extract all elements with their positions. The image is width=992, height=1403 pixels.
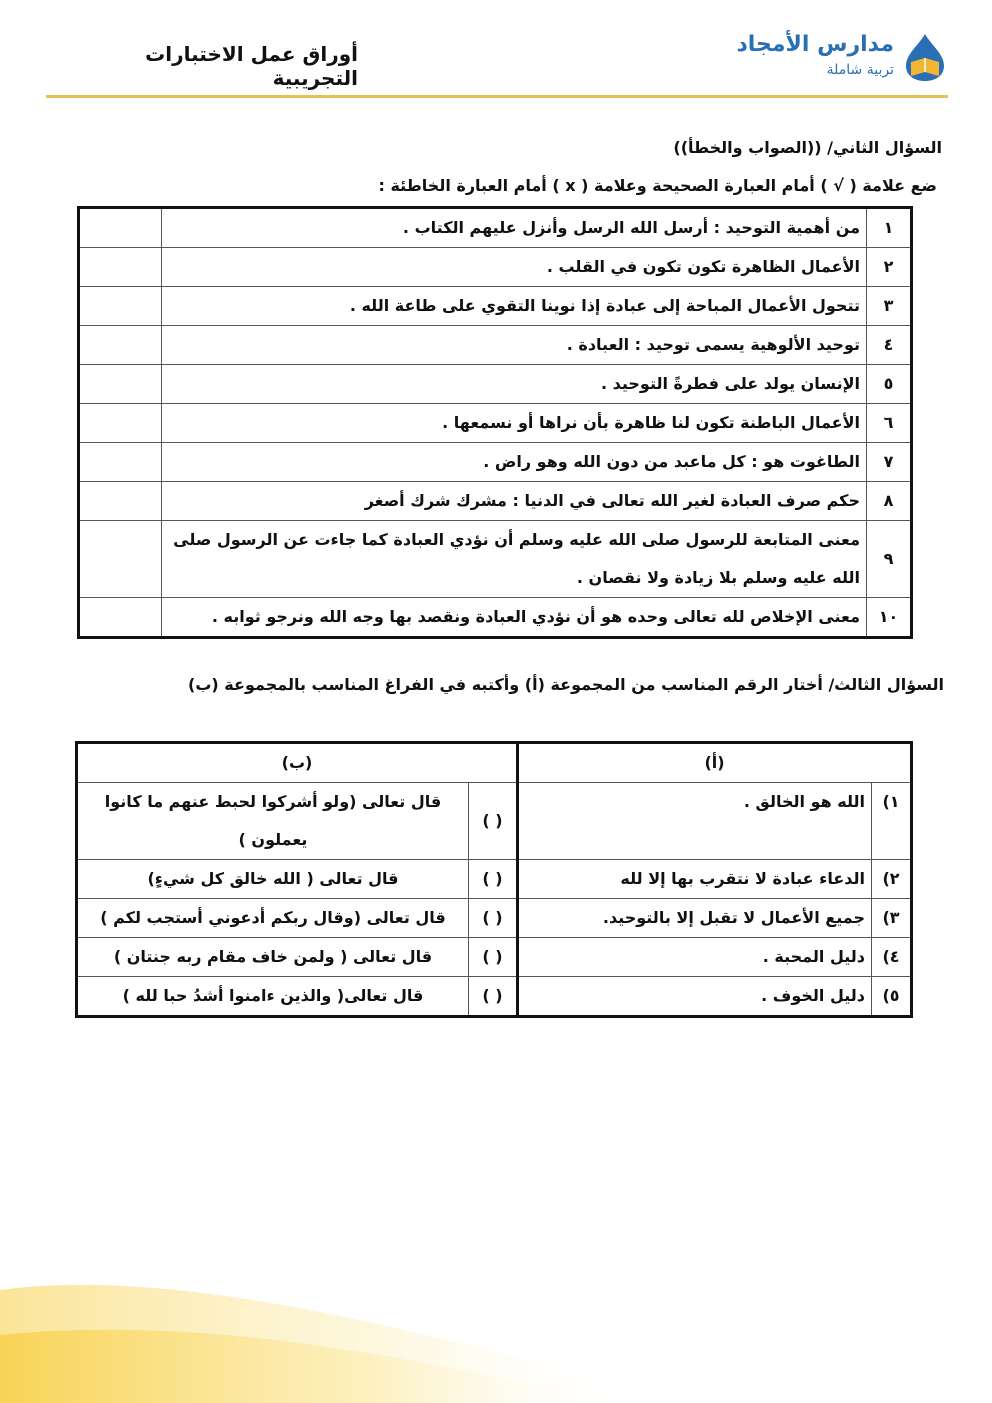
statement-row <box>79 404 912 443</box>
matching-header-row <box>77 743 912 783</box>
item-number: ٢) <box>872 860 912 899</box>
answer-blank[interactable]: ( ) <box>468 977 517 1017</box>
q2-heading: السؤال الثاني/ ((الصواب والخطأ)) <box>673 138 942 157</box>
answer-cell[interactable] <box>79 248 162 287</box>
answer-cell[interactable] <box>79 208 162 248</box>
statement-number: ٩ <box>867 521 912 598</box>
statement-text: الأعمال الباطنة تكون لنا ظاهرة بأن نراها أو نسمعها . <box>162 404 867 443</box>
statement-number: ١٠ <box>867 598 912 638</box>
group-b-item: قال تعالى( والذين ءامنوا أشدُ حبا لله ) <box>77 977 469 1017</box>
answer-blank[interactable]: ( ) <box>468 938 517 977</box>
matching-row <box>77 977 912 1017</box>
answer-cell[interactable] <box>79 326 162 365</box>
statement-row <box>79 598 912 638</box>
statement-text: معنى المتابعة للرسول صلى الله عليه وسلم أن نؤدي العبادة كما جاءت عن الرسول صلى الله عليه وسلم بلا زيادة ولا نقصان . <box>162 521 867 598</box>
statement-row <box>79 208 912 248</box>
item-number: ٣) <box>872 899 912 938</box>
group-a-item: الله هو الخالق . <box>517 783 871 860</box>
group-a-item: دليل الخوف . <box>517 977 871 1017</box>
statement-row <box>79 443 912 482</box>
group-a-item: الدعاء عبادة لا نتقرب بها إلا لله <box>517 860 871 899</box>
q3-heading: السؤال الثالث/ أختار الرقم المناسب من المجموعة (أ) وأكتبه في الفراغ المناسب بالمجموعة (ب) <box>188 675 944 694</box>
answer-cell[interactable] <box>79 365 162 404</box>
logo-tagline: تربية شاملة <box>826 62 894 78</box>
matching-row <box>77 783 912 860</box>
statement-number: ٧ <box>867 443 912 482</box>
statement-number: ٥ <box>867 365 912 404</box>
answer-cell[interactable] <box>79 521 162 598</box>
statement-number: ٤ <box>867 326 912 365</box>
statement-number: ١ <box>867 208 912 248</box>
answer-cell[interactable] <box>79 404 162 443</box>
statement-row <box>79 365 912 404</box>
statement-row <box>79 326 912 365</box>
statement-text: توحيد الألوهية يسمى توحيد : العبادة . <box>162 326 867 365</box>
droplet-book-icon <box>904 32 946 82</box>
page-title: أوراق عمل الاختبارات التجريبية <box>145 42 358 90</box>
answer-blank[interactable]: ( ) <box>468 783 517 860</box>
group-b-item: قال تعالى ( الله خالق كل شيءٍ) <box>77 860 469 899</box>
statement-text: حكم صرف العبادة لغير الله تعالى في الدنيا : مشرك شرك أصغر <box>162 482 867 521</box>
item-number: ١) <box>872 783 912 860</box>
answer-cell[interactable] <box>79 287 162 326</box>
answer-blank[interactable]: ( ) <box>468 899 517 938</box>
statement-row <box>79 248 912 287</box>
statement-text: الإنسان يولد على فطرةً التوحيد . <box>162 365 867 404</box>
matching-row <box>77 899 912 938</box>
column-b-header: (ب) <box>77 743 518 783</box>
group-a-item: دليل المحبة . <box>517 938 871 977</box>
q2-instruction: ضع علامة ( √ ) أمام العبارة الصحيحة وعلامة ( x ) أمام العبارة الخاطئة : <box>378 176 937 195</box>
group-b-item: قال تعالى ( ولمن خاف مقام ربه جنتان ) <box>77 938 469 977</box>
statement-number: ٣ <box>867 287 912 326</box>
group-b-item: قال تعالى (ولو أشركوا لحبط عنهم ما كانوا يعملون ) <box>77 783 469 860</box>
statement-number: ٢ <box>867 248 912 287</box>
statement-row <box>79 521 912 598</box>
school-logo <box>738 30 950 86</box>
header-divider <box>46 95 948 98</box>
matching-table <box>75 741 913 1018</box>
column-a-header: (أ) <box>517 743 911 783</box>
logo-name: مدارس الأمجاد <box>736 32 894 57</box>
answer-cell[interactable] <box>79 443 162 482</box>
matching-row <box>77 938 912 977</box>
answer-cell[interactable] <box>79 482 162 521</box>
statement-text: تتحول الأعمال المباحة إلى عبادة إذا نوينا التقوي على طاعة الله . <box>162 287 867 326</box>
statement-number: ٦ <box>867 404 912 443</box>
item-number: ٥) <box>872 977 912 1017</box>
decorative-swoosh <box>0 1240 640 1403</box>
statement-text: معنى الإخلاص لله تعالى وحده هو أن نؤدي العبادة ونقصد بها وجه الله ونرجو ثوابه . <box>162 598 867 638</box>
statement-number: ٨ <box>867 482 912 521</box>
statement-text: الأعمال الظاهرة تكون تكون في القلب . <box>162 248 867 287</box>
statement-row <box>79 482 912 521</box>
answer-cell[interactable] <box>79 598 162 638</box>
item-number: ٤) <box>872 938 912 977</box>
group-a-item: جميع الأعمال لا تقبل إلا بالتوحيد. <box>517 899 871 938</box>
group-b-item: قال تعالى (وقال ربكم أدعوني أستجب لكم ) <box>77 899 469 938</box>
statement-row <box>79 287 912 326</box>
statement-text: من أهمية التوحيد : أرسل الله الرسل وأنزل عليهم الكتاب . <box>162 208 867 248</box>
matching-row <box>77 860 912 899</box>
true-false-table <box>77 206 913 639</box>
statement-text: الطاغوت هو : كل ماعبد من دون الله وهو راض . <box>162 443 867 482</box>
answer-blank[interactable]: ( ) <box>468 860 517 899</box>
